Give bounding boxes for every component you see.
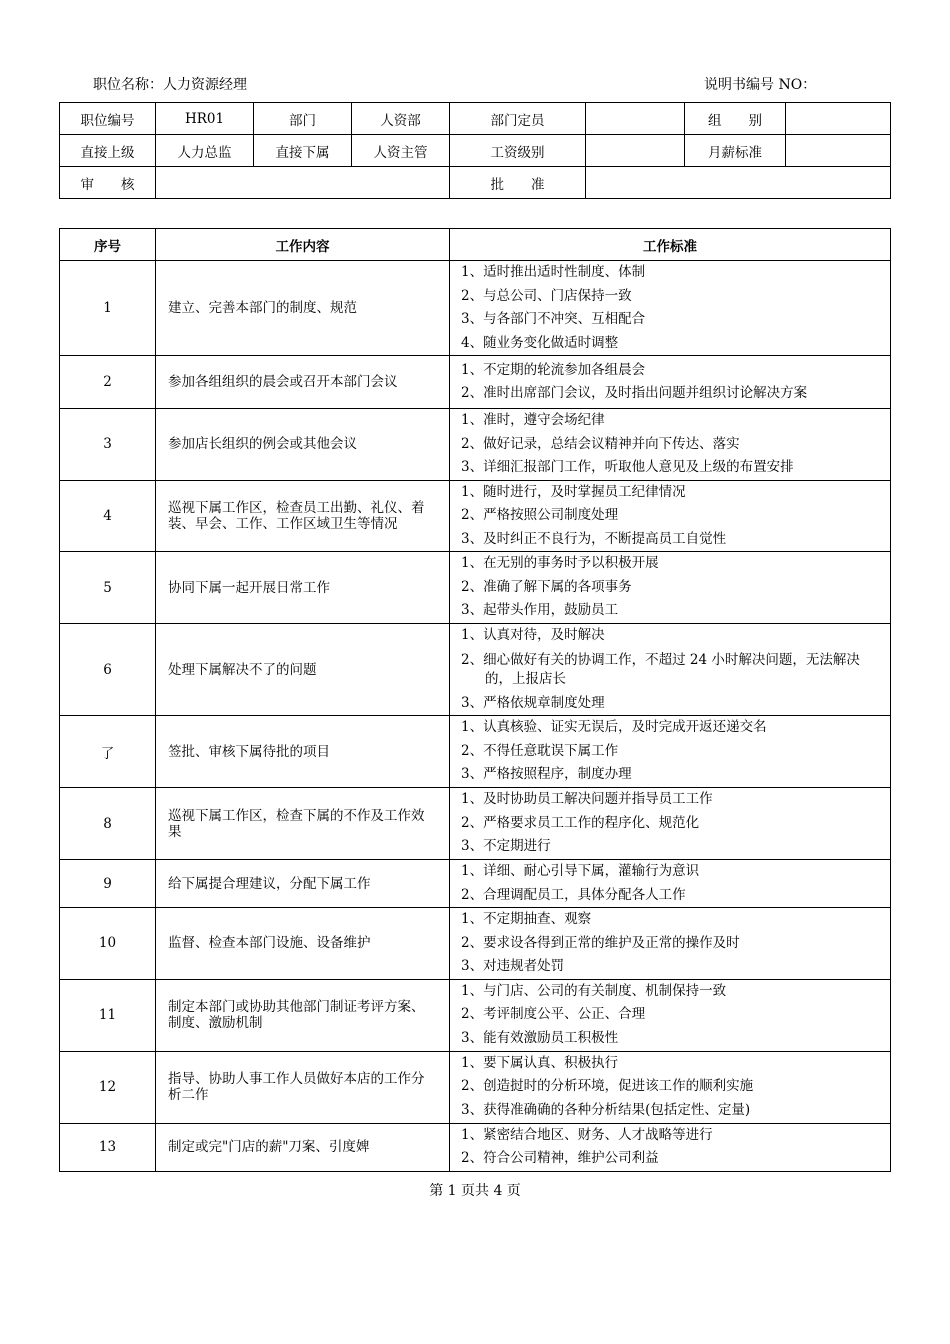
standard-item: 1、及时协助员工解决问题并指导员工工作	[461, 791, 713, 808]
row-number: 4	[60, 480, 156, 552]
standard-item: 2、不得任意耽误下属工作	[461, 742, 619, 759]
row-number: 11	[60, 979, 156, 1051]
info-cell	[586, 167, 891, 199]
info-cell	[786, 103, 891, 135]
info-cell	[156, 167, 450, 199]
standard-item: 2、符合公司精神，维护公司利益	[461, 1150, 659, 1166]
standard-item: 2、做好记录，总结会议精神并向下传达、落实	[461, 435, 740, 452]
info-row	[60, 103, 891, 135]
standard-item: 2、合理调配员工，具体分配各人工作	[461, 886, 686, 903]
position-info-table	[59, 102, 891, 199]
info-cell: 人力总监	[156, 135, 254, 167]
info-cell: 组 别	[685, 103, 786, 135]
info-cell: 部门	[254, 103, 352, 135]
standard-item: 3、获得准确确的各种分析结果(包括定性、定量)	[461, 1101, 751, 1118]
standard-item: 1、认真对待，及时解决	[461, 627, 605, 643]
standard-item: 2、细心做好有关的协调工作，不超过 24 小时解决问题，无法解决的，上报店长	[461, 651, 860, 687]
info-cell: 直接下属	[254, 135, 352, 167]
row-number: 6	[60, 624, 156, 716]
info-cell: 部门定员	[450, 103, 586, 135]
duty-standards	[450, 552, 891, 624]
standard-item: 3、及时纠正不良行为，不断提高员工自觉性	[461, 530, 727, 547]
standard-item: 1、要下属认真、积极执行	[461, 1054, 619, 1071]
row-number: 9	[60, 860, 156, 908]
standard-item: 3、严格依规章制度处理	[461, 694, 605, 711]
row-number: 13	[60, 1123, 156, 1171]
row-number: 了	[60, 716, 156, 788]
standard-item: 1、认真核验、证实无误后，及时完成开返还递交名	[461, 719, 767, 736]
header-standard: 工作标准	[450, 229, 891, 261]
duty-standards	[450, 480, 891, 552]
duty-content: 制定本部门或协助其他部门制证考评方案、制度、激励机制	[156, 979, 450, 1051]
info-cell: 工资级别	[450, 135, 586, 167]
standard-item: 3、能有效激励员工积极性	[461, 1029, 619, 1046]
info-cell: 人资主管	[352, 135, 450, 167]
standard-item: 3、不定期进行	[461, 838, 551, 855]
standard-item: 1、不定期抽查、观察	[461, 911, 592, 927]
standard-item: 1、与门店、公司的有关制度、机制保持一致	[461, 982, 727, 999]
table-row	[60, 480, 891, 552]
table-row	[60, 908, 891, 980]
standard-item: 2、严格按照公司制度处理	[461, 507, 619, 523]
duty-content: 处理下属解决不了的问题	[156, 624, 450, 716]
table-row	[60, 860, 891, 908]
info-cell	[586, 103, 685, 135]
table-row	[60, 261, 891, 356]
standard-item: 2、创造挝时的分析环境，促进该工作的顺利实施	[461, 1078, 754, 1095]
standard-item: 2、与总公司、门店保持一致	[461, 287, 632, 304]
duty-table	[59, 228, 891, 1172]
row-number: 12	[60, 1051, 156, 1123]
standard-item: 1、适时推出适时性制度、体制	[461, 264, 646, 280]
duty-standards	[450, 261, 891, 356]
standard-item: 3、与各部门不冲突、互相配合	[461, 311, 646, 327]
info-row	[60, 167, 891, 199]
standard-item: 1、准时，遵守会场纪律	[461, 412, 605, 428]
duty-standards	[450, 356, 891, 409]
standard-item: 3、详细汇报部门工作，听取他人意见及上级的布置安排	[461, 459, 794, 475]
row-number: 1	[60, 261, 156, 356]
duty-content: 建立、完善本部门的制度、规范	[156, 261, 450, 356]
standard-item: 2、考评制度公平、公正、合理	[461, 1006, 646, 1023]
duty-content: 参加店长组织的例会或其他会议	[156, 409, 450, 481]
duty-standards	[450, 409, 891, 481]
table-row	[60, 552, 891, 624]
info-cell: 批 准	[450, 167, 586, 199]
standard-item: 1、在无别的事务时予以积极开展	[461, 555, 659, 572]
table-row	[60, 716, 891, 788]
standard-item: 1、随时进行，及时掌握员工纪律情况	[461, 483, 686, 500]
table-row	[60, 788, 891, 860]
info-row	[60, 135, 891, 167]
table-row	[60, 1051, 891, 1123]
info-cell: HR01	[156, 103, 254, 135]
duty-standards	[450, 908, 891, 980]
duty-standards	[450, 716, 891, 788]
info-cell: 人资部	[352, 103, 450, 135]
info-cell: 月薪标准	[685, 135, 786, 167]
duty-content: 签批、审核下属待批的项目	[156, 716, 450, 788]
standard-item: 3、起带头作用，鼓励员工	[461, 602, 619, 619]
table-row	[60, 356, 891, 409]
page-footer: 第 1 页共 4 页	[429, 1183, 521, 1199]
header-content: 工作内容	[156, 229, 450, 261]
duty-standards	[450, 624, 891, 716]
duty-content: 协同下属一起开展日常工作	[156, 552, 450, 624]
duty-content: 巡视下属工作区，检查员工出勤、礼仪、着装、早会、工作、工作区域卫生等情况	[156, 480, 450, 552]
info-cell: 审 核	[60, 167, 156, 199]
row-number: 8	[60, 788, 156, 860]
row-number: 3	[60, 409, 156, 481]
duty-content: 制定或完"门店的薪"刀案、引度婢	[156, 1123, 450, 1171]
table-row	[60, 409, 891, 481]
duty-content: 参加各组组织的晨会或召开本部门会议	[156, 356, 450, 409]
duty-content: 指导、协助人事工作人员做好本店的工作分析二作	[156, 1051, 450, 1123]
table-row	[60, 624, 891, 716]
info-cell: 职位编号	[60, 103, 156, 135]
row-number: 10	[60, 908, 156, 980]
standard-item: 2、准时出席部门会议，及时指出问题并组织讨论解决方案	[461, 385, 808, 401]
duty-content: 巡视下属工作区，检查下属的不作及工作效果	[156, 788, 450, 860]
standard-item: 1、紧密结合地区、财务、人才战略等进行	[461, 1126, 713, 1143]
standard-item: 4、随业务变化做适时调整	[461, 334, 619, 351]
header-no: 序号	[60, 229, 156, 261]
info-cell	[586, 135, 685, 167]
row-number: 2	[60, 356, 156, 409]
doc-number-label: 说明书编号 NO：	[704, 77, 817, 93]
duty-standards	[450, 1123, 891, 1171]
duty-standards	[450, 979, 891, 1051]
position-title: 职位名称：人力资源经理	[93, 77, 247, 93]
table-row	[60, 1123, 891, 1171]
duty-header-row	[60, 229, 891, 261]
info-cell: 直接上级	[60, 135, 156, 167]
info-cell	[786, 135, 891, 167]
row-number: 5	[60, 552, 156, 624]
table-row	[60, 979, 891, 1051]
duty-content: 监督、检查本部门设施、设备维护	[156, 908, 450, 980]
standard-item: 1、详细、耐心引导下属，灌输行为意识	[461, 863, 700, 879]
duty-content: 给下属提合理建议，分配下属工作	[156, 860, 450, 908]
duty-standards	[450, 860, 891, 908]
standard-item: 3、对违规者处罚	[461, 958, 565, 974]
duty-standards	[450, 1051, 891, 1123]
standard-item: 1、不定期的轮流参加各组晨会	[461, 361, 646, 378]
standard-item: 2、严格要求员工工作的程序化、规范化	[461, 814, 700, 831]
standard-item: 2、准确了解下属的各项事务	[461, 578, 632, 595]
standard-item: 2、要求设各得到正常的维护及正常的操作及时	[461, 934, 740, 951]
standard-item: 3、严格按照程序，制度办理	[461, 766, 632, 783]
duty-standards	[450, 788, 891, 860]
